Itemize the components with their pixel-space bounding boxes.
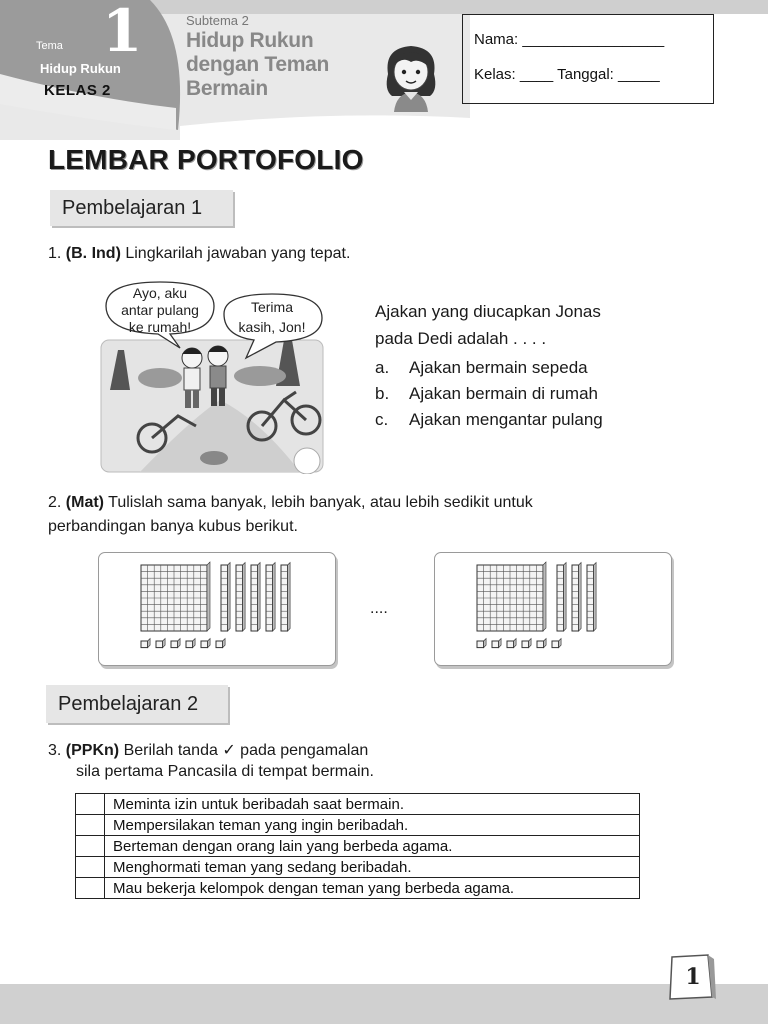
q1-option-a[interactable]	[375, 358, 588, 378]
q2-left-panel	[98, 552, 336, 666]
section-pembelajaran-2: Pembelajaran 2	[46, 685, 228, 723]
q1-prompt: Ajakan yang diucapkan Jonas pada Dedi adalah . . . .	[375, 302, 601, 348]
tema-label: Tema	[36, 40, 63, 52]
ten-rod	[266, 563, 275, 632]
q1-number: 1.	[48, 245, 62, 262]
q1-instruction: Lingkarilah jawaban yang tepat.	[125, 245, 351, 262]
one-cube	[537, 639, 546, 648]
q2-answer-blank[interactable]: ....	[370, 600, 388, 617]
option-letter: b.	[375, 384, 390, 403]
hundred-block	[141, 562, 210, 631]
option-text: Ajakan mengantar pulang	[409, 410, 603, 429]
one-cube	[156, 639, 165, 648]
table-row	[76, 878, 640, 899]
one-cube	[552, 639, 561, 648]
q1-scene-illustration	[100, 280, 324, 474]
left-base-ten-blocks	[99, 553, 334, 664]
bubble-left-line-3: ke rumah!	[128, 319, 192, 335]
q3-line-2: sila pertama Pancasila di tempat bermain.	[76, 763, 374, 780]
option-text: Ajakan bermain sepeda	[409, 358, 588, 377]
q3-checklist-table	[75, 793, 640, 899]
table-row	[76, 857, 640, 878]
one-cube	[507, 639, 516, 648]
bubble-right-line-2: kasih, Jon!	[238, 319, 306, 335]
statement-cell: Menghormati teman yang sedang beribadah.	[105, 857, 640, 878]
q1-heading	[48, 245, 350, 263]
one-cube	[522, 639, 531, 648]
one-cube	[186, 639, 195, 648]
q2-heading	[48, 494, 533, 512]
subtema-title: Hidup Rukun dengan Teman Bermain	[186, 29, 330, 100]
bubble-right-line-1: Terima	[250, 299, 294, 315]
check-cell[interactable]	[76, 794, 105, 815]
table-row	[76, 815, 640, 836]
table-row	[76, 794, 640, 815]
ten-rod	[587, 563, 596, 632]
table-row	[76, 836, 640, 857]
ten-rod	[557, 563, 566, 632]
bubble-left-line-1: Ayo, aku	[132, 285, 188, 301]
q2-line-2: perbandingan banya kubus berikut.	[48, 518, 298, 535]
one-cube	[216, 639, 225, 648]
page-title: LEMBAR PORTOFOLIO	[48, 144, 364, 175]
q3-subject: (PPKn)	[65, 742, 120, 759]
statement-cell: Berteman dengan orang lain yang berbeda agama.	[105, 836, 640, 857]
bottom-band	[0, 984, 768, 1024]
subtema-label: Subtema 2	[186, 13, 249, 28]
ten-rod	[281, 563, 290, 632]
check-cell[interactable]	[76, 836, 105, 857]
q1-option-c[interactable]	[375, 410, 603, 430]
right-base-ten-blocks	[435, 553, 670, 664]
statement-cell: Meminta izin untuk beribadah saat bermain.	[105, 794, 640, 815]
tema-name: Hidup Rukun	[40, 61, 121, 76]
section-pembelajaran-1: Pembelajaran 1	[50, 190, 233, 226]
one-cube	[477, 639, 486, 648]
tema-number: 1	[102, 0, 143, 65]
one-cube	[201, 639, 210, 648]
q1-subject: (B. Ind)	[65, 245, 121, 262]
q3-number: 3.	[48, 742, 62, 759]
name-box	[462, 14, 714, 104]
kelas-tanggal-field[interactable]: Kelas: ____ Tanggal: _____	[474, 66, 660, 83]
q1-option-b[interactable]	[375, 384, 598, 404]
bubble-left-line-2: antar pulang	[121, 302, 199, 318]
one-cube	[492, 639, 501, 648]
option-letter: c.	[375, 410, 389, 429]
girl-illustration	[380, 40, 442, 112]
q2-line-1: Tulislah sama banyak, lebih banyak, atau lebih sedikit untuk	[108, 494, 533, 511]
statement-cell: Mau bekerja kelompok dengan teman yang berbeda agama.	[105, 878, 640, 899]
nama-field[interactable]: Nama: _________________	[474, 31, 665, 48]
q2-subject: (Mat)	[65, 494, 105, 511]
check-cell[interactable]	[76, 878, 105, 899]
kelas-label: KELAS 2	[44, 82, 111, 99]
check-cell[interactable]	[76, 857, 105, 878]
ten-rod	[221, 563, 230, 632]
option-letter: a.	[375, 358, 390, 377]
q3-line-1: Berilah tanda ✓ pada pengamalan	[123, 742, 369, 759]
ten-rod	[251, 563, 260, 632]
one-cube	[141, 639, 150, 648]
check-cell[interactable]	[76, 815, 105, 836]
ten-rod	[236, 563, 245, 632]
page-number: 1	[685, 964, 701, 990]
q3-heading	[48, 740, 368, 760]
option-text: Ajakan bermain di rumah	[409, 384, 598, 403]
q2-number: 2.	[48, 494, 62, 511]
ten-rod	[572, 563, 581, 632]
hundred-block	[477, 562, 546, 631]
statement-cell: Mempersilakan teman yang ingin beribadah.	[105, 815, 640, 836]
one-cube	[171, 639, 180, 648]
q2-right-panel	[434, 552, 672, 666]
